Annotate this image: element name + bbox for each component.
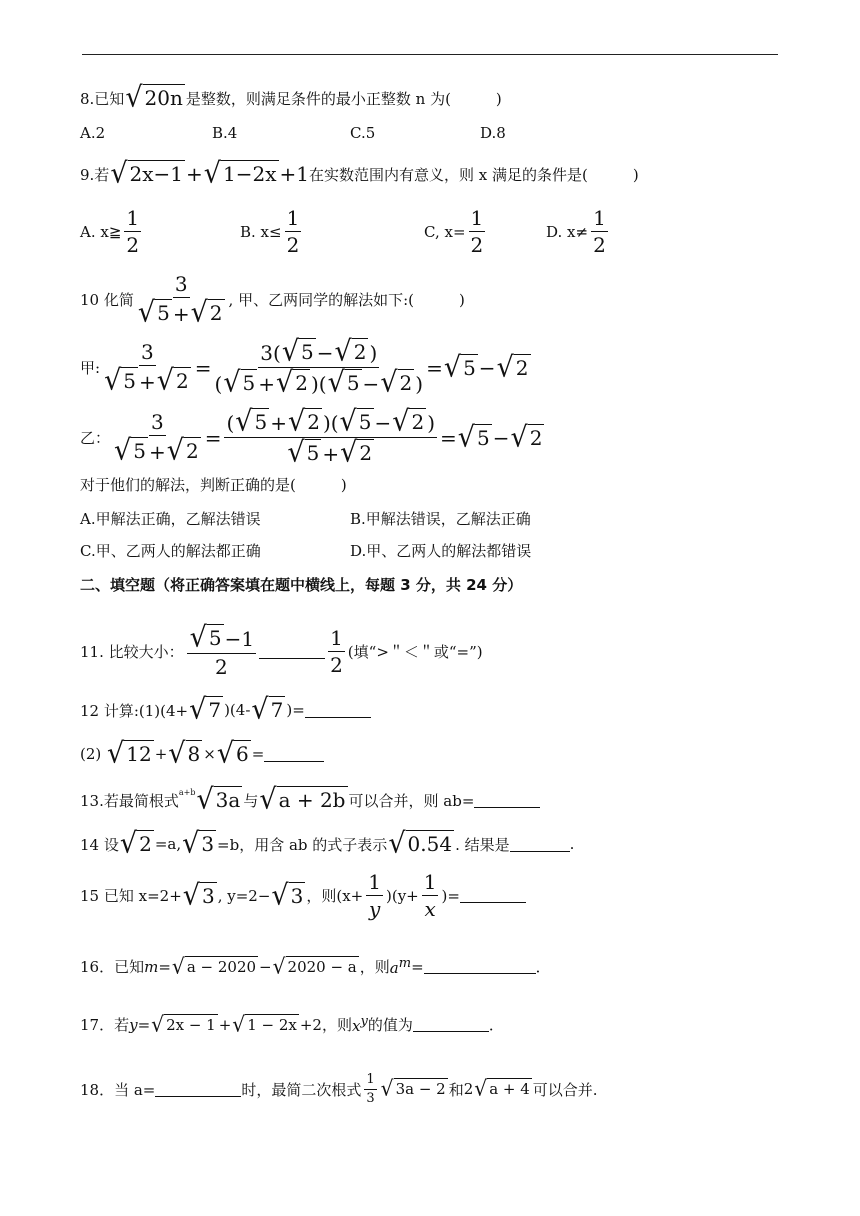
- question-9: 9.若 √ 2x−1 + √ 1−2x +1 在实数范围内有意义，则 x 满足的条件是( ): [80, 157, 639, 190]
- question-15: 15 已知 x=2+ √ 3 , y=2− √ 3 ，则(x+ $\frac{1}{y}$ )(y+ $\frac{1}{x}$ )=: [80, 870, 526, 921]
- question-17: 17．若 y = √ 2x − 1 + √ 1 − 2x +2 ，则 $x^y$ 的值为 ．: [80, 1011, 504, 1037]
- solution-jia: 甲: 3 √ 5 + √ 2 = 3( √ 5 − √ 2 ) ( √ 5 + √ 2 )( √ 5 − √ 2 ) = √ 5 − √ 2: [80, 335, 529, 399]
- sqrt-20n: √ 20n: [125, 81, 183, 114]
- q8-option-a: A.2: [80, 124, 106, 142]
- q10-option-d: D.甲、乙两人的解法都错误: [350, 542, 532, 560]
- question-18: 18．当 a= 时，最简二次根式 $\frac{1}{3}$ √ 3a − 2 和 2 √ a + 4 可以合并.: [80, 1072, 598, 1106]
- section-2-title: 二、填空题（将正确答案填在题中横线上，每题 3 分，共 24 分）: [80, 576, 523, 594]
- q10-option-a: A.甲解法正确，乙解法错误: [80, 510, 261, 528]
- q9-option-c: C, x= $\frac{1}{2}$: [424, 206, 484, 257]
- question-12-2: (2) √ 12 + √ 8 × √ 6 =: [80, 740, 324, 768]
- question-8: [80, 81, 502, 114]
- q8-prefix: 8.已知: [80, 89, 125, 108]
- question-16: 16．已知 m = √ a − 2020 − √ 2020 − a ，则 $a^m$ = ．: [80, 953, 551, 979]
- question-13: 13.若最简根式 a+b √ 3a 与 √ a + 2b 可以合并，则 ab=: [80, 786, 540, 814]
- question-14: 14 设 √ 2 =a, √ 3 =b，用含 ab 的式子表示 √ 0.54 . 结果是 .: [80, 827, 575, 860]
- q9-option-a: A. x≧ $\frac{1}{2}$: [80, 206, 140, 257]
- q10-judge: 对于他们的解法，判断正确的是( ): [80, 476, 347, 494]
- question-11: 11. 比较大小： √ 5 −1 2 $\frac{1}{2}$ (填“>＂＜＂或“=”): [80, 621, 483, 679]
- question-12-1: 12 计算:(1)(4+ √ 7 )(4- √ 7 )=: [80, 696, 371, 724]
- q10-option-c: C.甲、乙两人的解法都正确: [80, 542, 261, 560]
- solution-yi: 乙： 3 √ 5 + √ 2 = ( √ 5 + √ 2 )( √ 5 − √ 2 ) √ 5 + √ 2 = √ 5 − √ 2: [80, 405, 543, 469]
- question-10: 10 化简 3 √ 5 + √ 2 , 甲、乙两同学的解法如下:( ): [80, 272, 465, 329]
- q9-option-b: B. x≤ $\frac{1}{2}$: [240, 206, 300, 257]
- q10-option-b: B.甲解法错误，乙解法正确: [350, 510, 531, 528]
- q8-option-b: B.4: [212, 124, 238, 142]
- q8-suffix: 是整数，则满足条件的最小正整数 n 为( ): [185, 89, 502, 108]
- q8-option-d: D.8: [480, 124, 506, 142]
- q8-option-c: C.5: [350, 124, 376, 142]
- header-rule: [82, 54, 778, 55]
- q9-option-d: D. x≠ $\frac{1}{2}$: [546, 206, 606, 257]
